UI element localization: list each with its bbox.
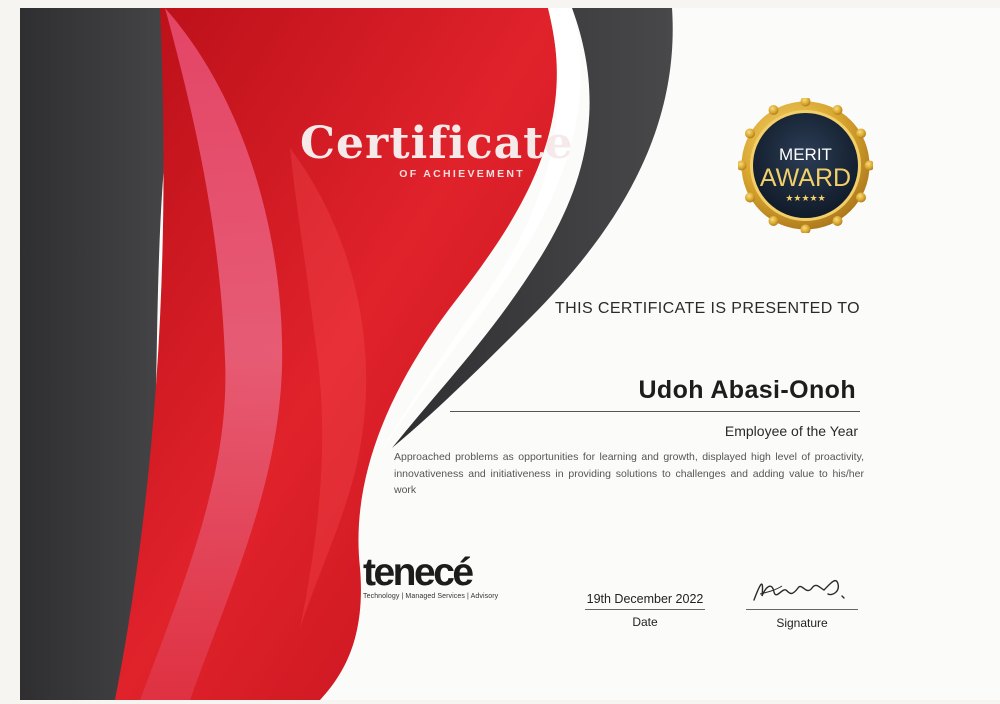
company-logo-wordmark: tenecé	[363, 551, 472, 594]
date-value: 19th December 2022	[586, 592, 704, 606]
certificate-paper	[20, 8, 1000, 700]
signature-scribble-icon	[742, 566, 862, 611]
seal-line-1: MERIT	[779, 145, 832, 164]
signature-line	[746, 609, 858, 610]
award-title: Employee of the Year	[724, 423, 858, 439]
date-line	[585, 609, 705, 610]
seal-line-2: AWARD	[759, 164, 852, 192]
company-tagline: Technology | Managed Services | Advisory	[363, 593, 499, 600]
certificate-title: Certificate	[300, 118, 574, 169]
name-underline	[450, 411, 860, 412]
certificate-subtitle: OF ACHIEVEMENT	[399, 168, 525, 180]
company-logo	[363, 553, 503, 600]
seal-stars: ★★★★★	[785, 194, 826, 204]
merit-award-seal	[738, 98, 873, 233]
recipient-name: Udoh Abasi-Onoh	[638, 376, 856, 404]
date-label: Date	[632, 615, 658, 629]
signature-label: Signature	[776, 616, 828, 630]
presented-to-heading: THIS CERTIFICATE IS PRESENTED TO	[555, 300, 860, 317]
award-description: Approached problems as opportunities for learning and growth, displayed high level of proactivity, innovativeness and initiativeness in providing solutions to challenges and adding value to his/her work	[394, 451, 864, 496]
